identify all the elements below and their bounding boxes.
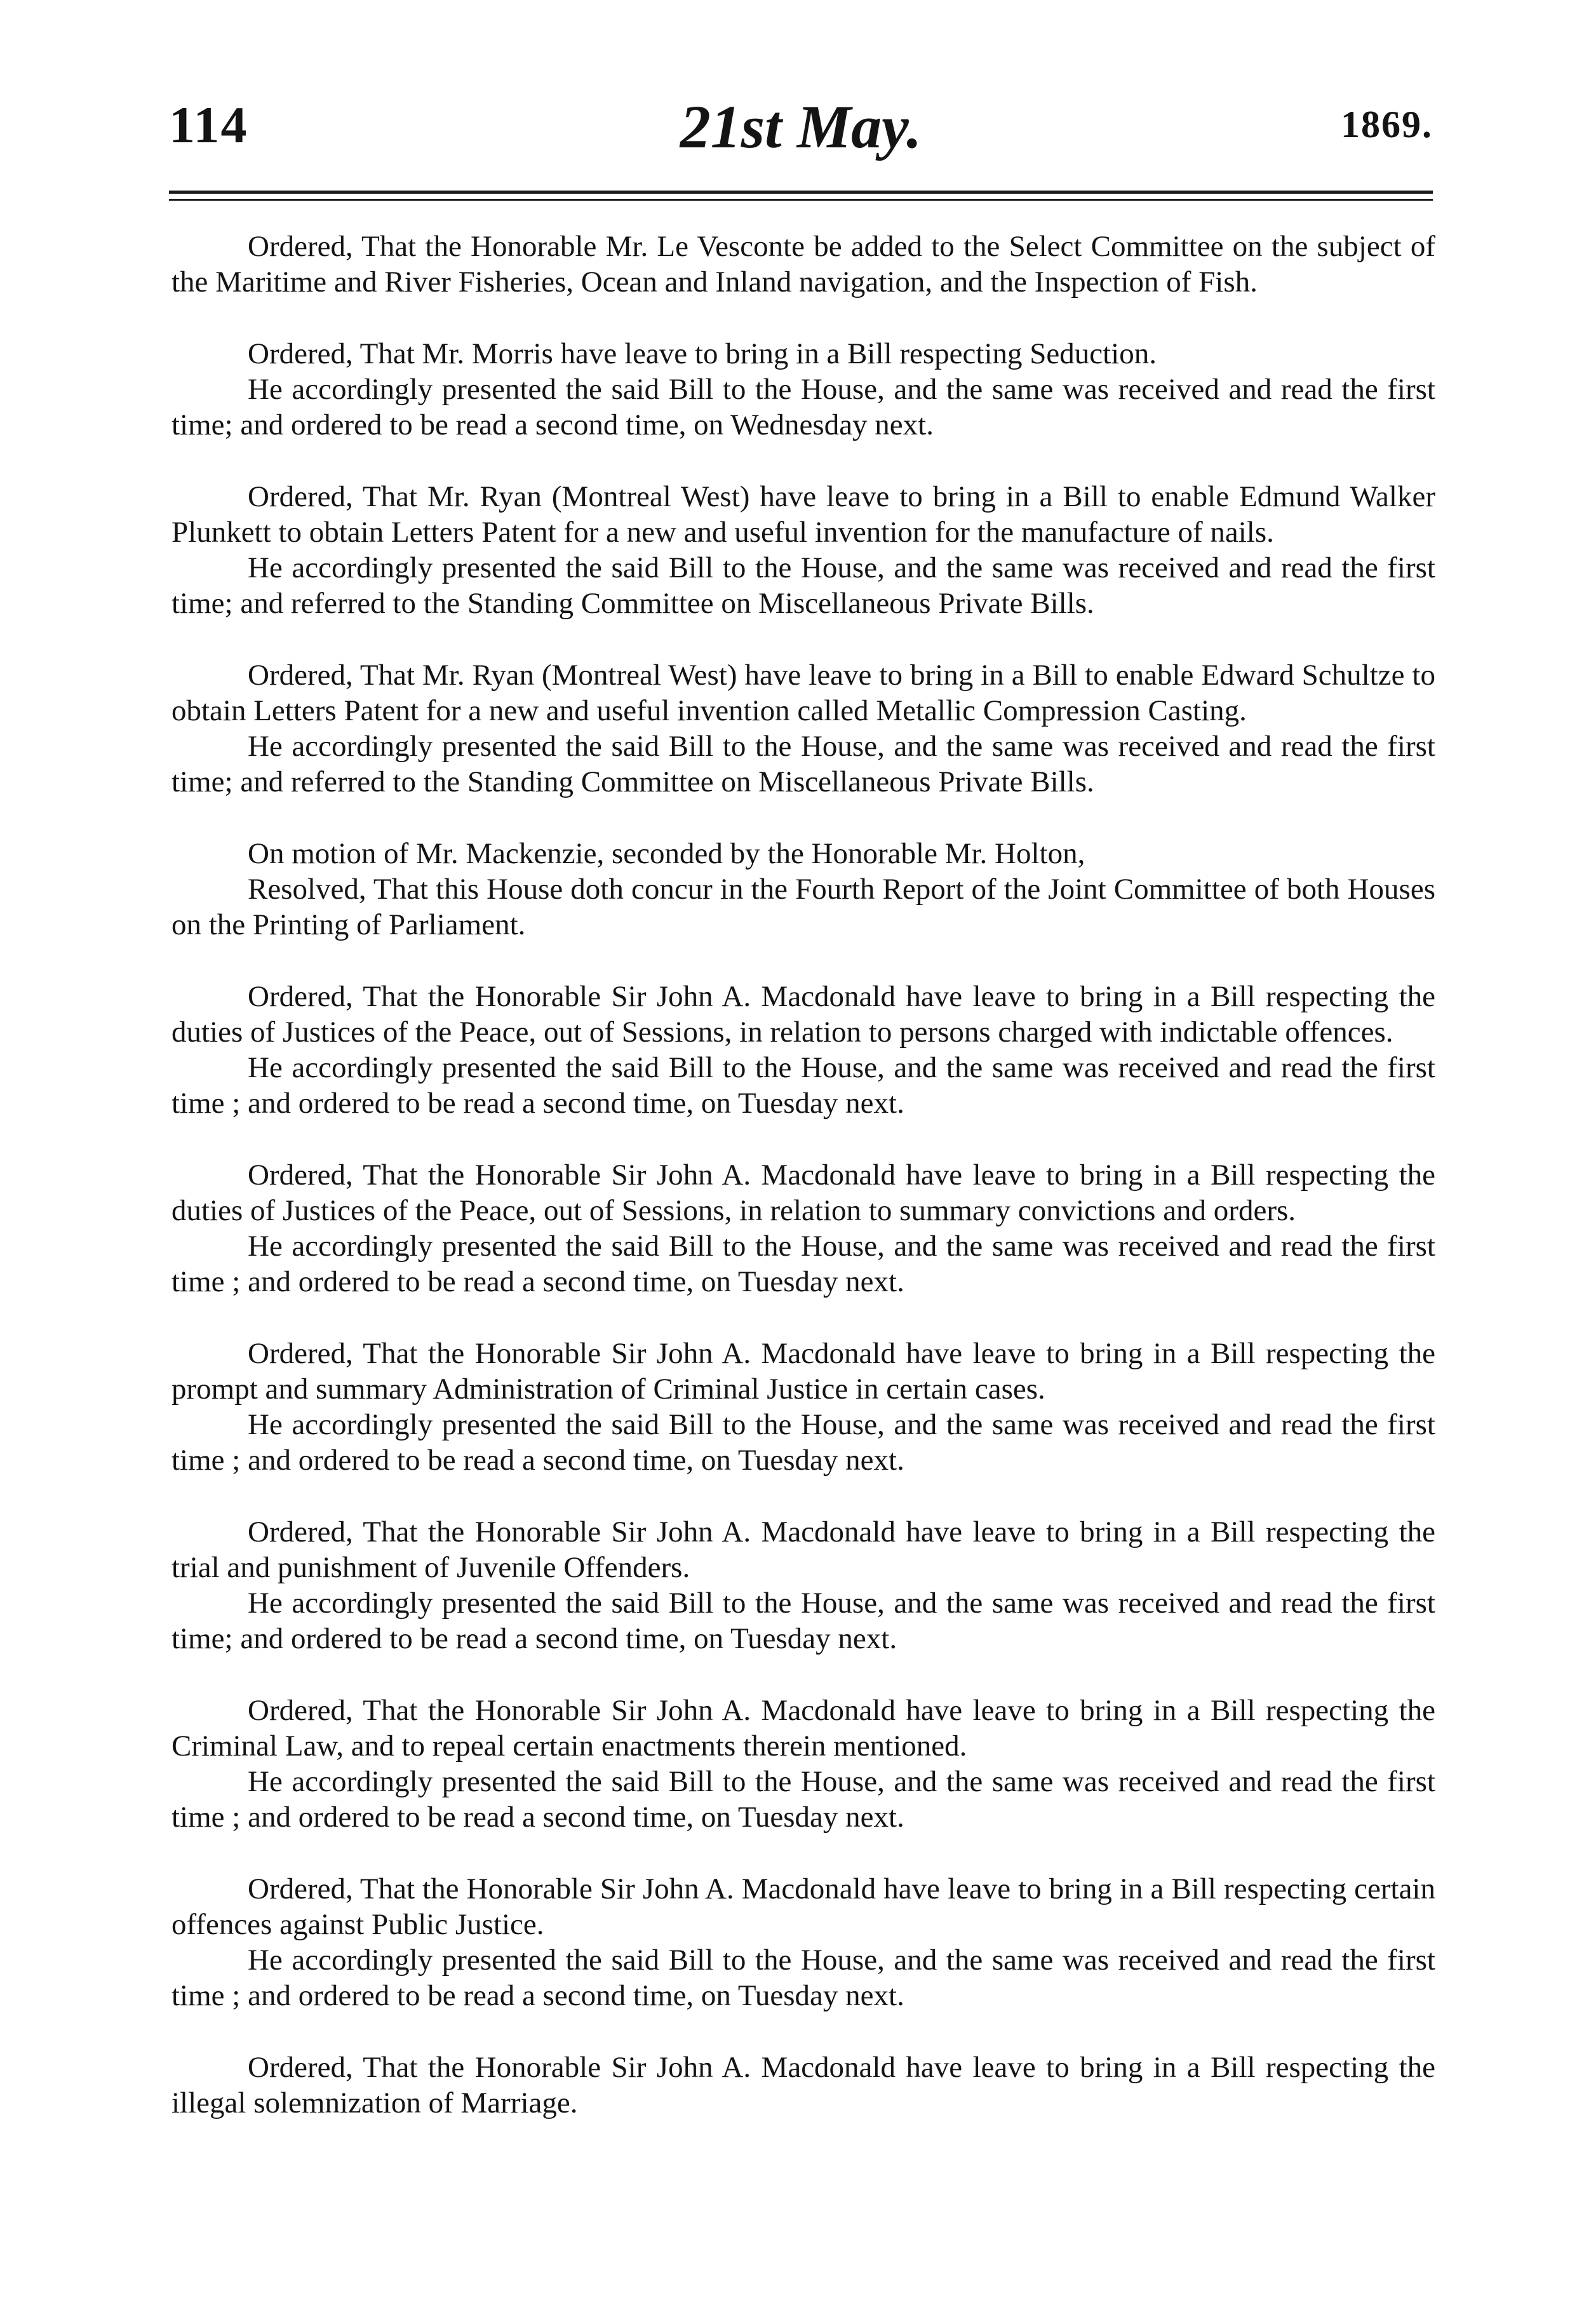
entry-paragraph: On motion of Mr. Mackenzie, seconded by the Honorable Mr. Holton, xyxy=(248,837,1085,870)
entry-paragraph: He accordingly presented the said Bill to the House, and the same was received and read the first time; and referred to the Standing Committee on Miscellaneous Private Bills. xyxy=(171,551,1435,620)
entry-seduction-bill xyxy=(171,336,1435,443)
entry-paragraph: He accordingly presented the said Bill to the House, and the same was received and read the first time ; and ordered to be read a second time, on Tuesday next. xyxy=(171,1944,1435,2012)
entry-schultze-bill xyxy=(171,657,1435,800)
page-year: 1869. xyxy=(1341,104,1433,145)
entry-paragraph: He accordingly presented the said Bill to the House, and the same was received and read the first time ; and ordered to be read a second time, on Tuesday next. xyxy=(171,1408,1435,1477)
entry-paragraph: He accordingly presented the said Bill to the House, and the same was received and read the first time ; and ordered to be read a second time, on Tuesday next. xyxy=(171,1051,1435,1120)
entry-printing-report xyxy=(171,836,1435,943)
entry-public-justice xyxy=(171,1871,1435,2013)
entry-paragraph: He accordingly presented the said Bill to the House, and the same was received and read the first time; and ordered to be read a second time, on Tuesday next. xyxy=(171,1587,1435,1655)
entry-paragraph: Ordered, That the Honorable Sir John A. Macdonald have leave to bring in a Bill respecting the prompt and summary Administration of Criminal Justice in certain cases. xyxy=(171,1337,1435,1406)
entry-paragraph: Ordered, That the Honorable Mr. Le Vesconte be added to the Select Committee on the subject of the Maritime and River Fisheries, Ocean and Inland navigation, and the Inspection of Fish. xyxy=(171,230,1435,299)
page-header xyxy=(169,95,1433,165)
entry-paragraph: He accordingly presented the said Bill to the House, and the same was received and read the first time; and referred to the Standing Committee on Miscellaneous Private Bills. xyxy=(171,730,1435,798)
entry-juvenile-offenders xyxy=(171,1514,1435,1656)
header-rule-thick xyxy=(169,191,1433,194)
entry-paragraph: Ordered, That the Honorable Sir John A. Macdonald have leave to bring in a Bill respecting the duties of Justices of the Peace, out of Sessions, in relation to summary convictions and orders. xyxy=(171,1159,1435,1227)
entry-justices-summary xyxy=(171,1157,1435,1300)
entry-paragraph: Ordered, That Mr. Ryan (Montreal West) have leave to bring in a Bill to enable Edmund Walker Plunkett to obtain Letters Patent for a new and useful invention for the manufacture of nails. xyxy=(171,480,1435,549)
entry-plunkett-bill xyxy=(171,479,1435,621)
entry-paragraph: Ordered, That Mr. Morris have leave to bring in a Bill respecting Seduction. xyxy=(248,337,1157,370)
entry-paragraph: He accordingly presented the said Bill to the House, and the same was received and read the first time ; and ordered to be read a second time, on Tuesday next. xyxy=(171,1765,1435,1834)
entry-paragraph: Ordered, That the Honorable Sir John A. Macdonald have leave to bring in a Bill respecting the trial and punishment of Juvenile Offenders. xyxy=(171,1515,1435,1584)
entry-paragraph: He accordingly presented the said Bill to the House, and the same was received and read the first time ; and ordered to be read a second time, on Tuesday next. xyxy=(171,1230,1435,1298)
entry-paragraph: Ordered, That the Honorable Sir John A. Macdonald have leave to bring in a Bill respecting the illegal solemnization of Marriage. xyxy=(171,2051,1435,2119)
journal-entries xyxy=(171,229,1435,2121)
entry-paragraph: Ordered, That the Honorable Sir John A. Macdonald have leave to bring in a Bill respecting the duties of Justices of the Peace, out of Sessions, in relation to persons charged with indictable offences. xyxy=(171,980,1435,1049)
entry-paragraph: Ordered, That Mr. Ryan (Montreal West) have leave to bring in a Bill to enable Edward Schultze to obtain Letters Patent for a new and useful invention called Metallic Compression Casting. xyxy=(171,659,1435,727)
entry-marriage xyxy=(171,2050,1435,2121)
entry-criminal-law xyxy=(171,1693,1435,1835)
header-rule-thin xyxy=(169,199,1433,201)
entry-paragraph: Resolved, That this House doth concur in the Fourth Report of the Joint Committee of both Houses on the Printing of Parliament. xyxy=(171,873,1435,941)
entry-paragraph: Ordered, That the Honorable Sir John A. Macdonald have leave to bring in a Bill respecting certain offences against Public Justice. xyxy=(171,1872,1435,1941)
entry-paragraph: Ordered, That the Honorable Sir John A. Macdonald have leave to bring in a Bill respecting the Criminal Law, and to repeal certain enactments therein mentioned. xyxy=(171,1694,1435,1763)
entry-justices-indictable xyxy=(171,979,1435,1121)
entry-criminal-justice xyxy=(171,1336,1435,1478)
entry-paragraph: He accordingly presented the said Bill to the House, and the same was received and read the first time; and ordered to be read a second time, on Wednesday next. xyxy=(171,373,1435,441)
page-date: 21st May. xyxy=(680,93,922,161)
entry-select-committee xyxy=(171,229,1435,300)
page-number: 114 xyxy=(169,96,248,154)
